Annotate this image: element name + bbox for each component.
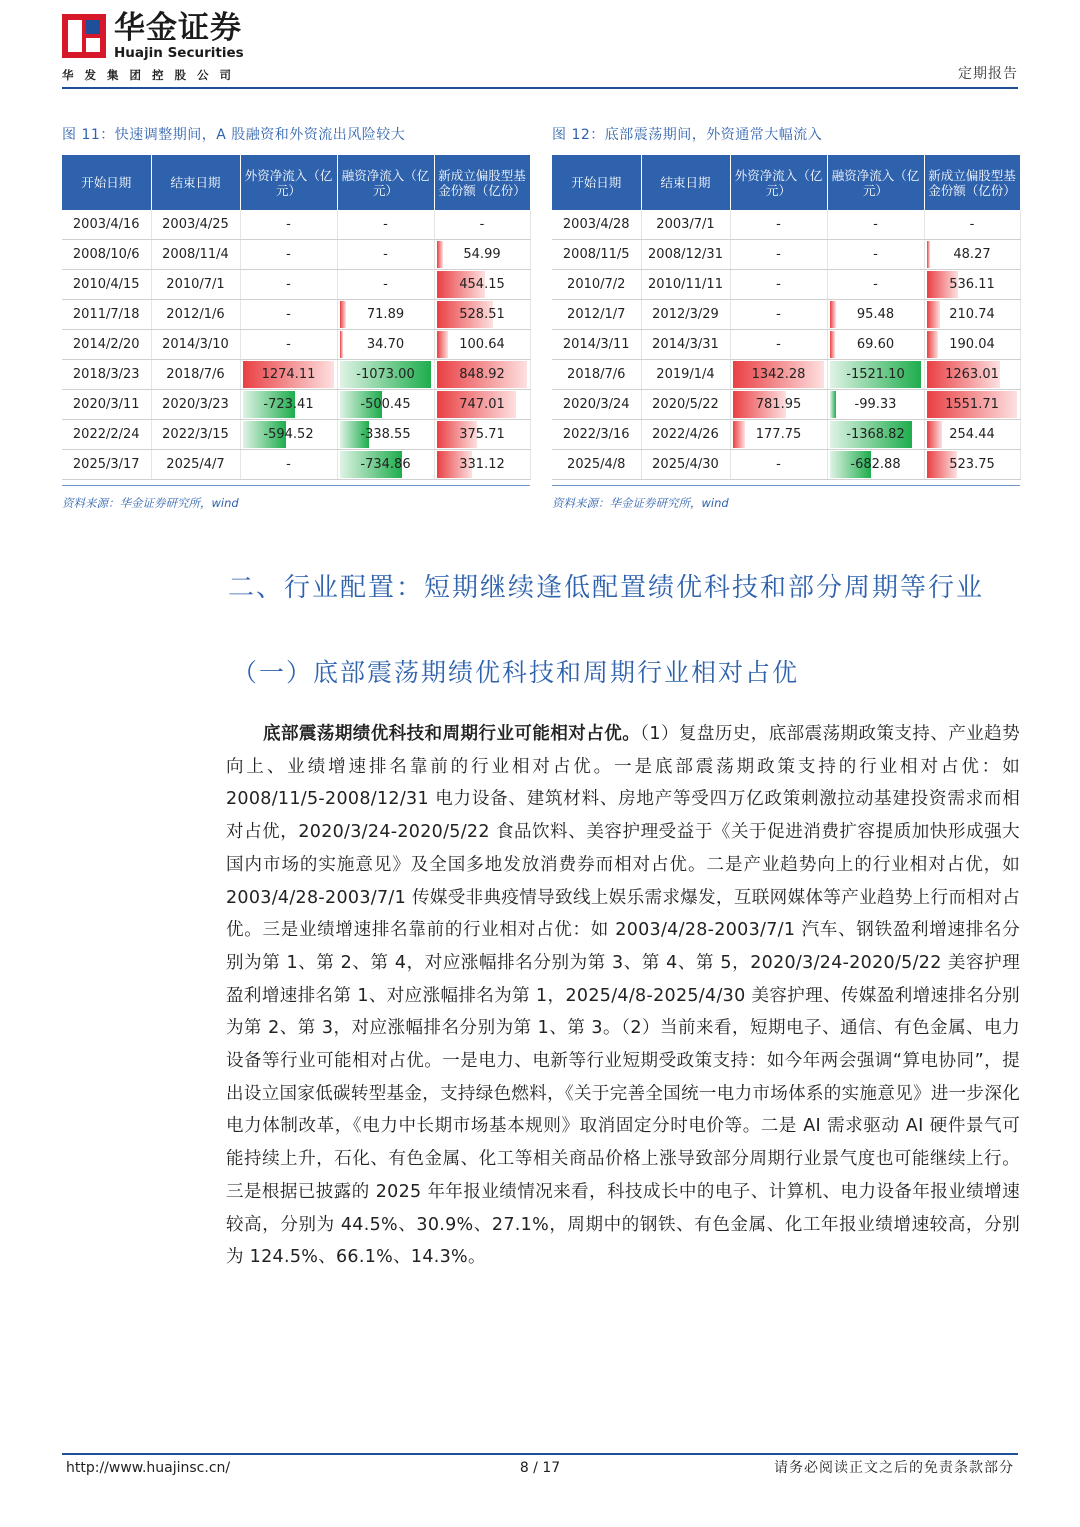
cell-start bbox=[552, 390, 641, 420]
table-row bbox=[62, 360, 530, 390]
cell-value: 1274.11 bbox=[261, 367, 316, 382]
cell-value: 848.92 bbox=[459, 367, 505, 382]
figure-11-title: 图 11：快速调整期间，A 股融资和外资流出风险较大 bbox=[62, 127, 406, 143]
cell-value: 2020/3/11 bbox=[72, 397, 140, 412]
table-row bbox=[552, 210, 1020, 240]
cell-fund bbox=[924, 420, 1020, 450]
cell-fund bbox=[924, 360, 1020, 390]
cell-value: - bbox=[286, 337, 291, 352]
cell-start bbox=[62, 240, 151, 270]
positive-data-bar bbox=[927, 331, 938, 358]
cell-end bbox=[151, 300, 240, 330]
cell-margin bbox=[827, 450, 924, 480]
cell-value: 2022/4/26 bbox=[652, 427, 719, 442]
positive-data-bar bbox=[927, 421, 942, 448]
cell-value: - bbox=[383, 247, 388, 262]
cell-start bbox=[62, 300, 151, 330]
header-start-date: 开始日期 bbox=[62, 155, 151, 210]
cell-value: 2025/3/17 bbox=[72, 457, 140, 472]
cell-value: - bbox=[286, 247, 291, 262]
cell-value: 2012/1/7 bbox=[567, 307, 626, 322]
cell-foreign bbox=[730, 300, 827, 330]
cell-margin bbox=[827, 270, 924, 300]
cell-end bbox=[151, 390, 240, 420]
cell-foreign bbox=[240, 300, 337, 330]
table-row bbox=[62, 210, 530, 240]
table-row bbox=[552, 300, 1020, 330]
cell-value: - bbox=[286, 457, 291, 472]
cell-value: -594.52 bbox=[263, 427, 314, 442]
cell-end bbox=[151, 240, 240, 270]
cell-value: - bbox=[383, 217, 388, 232]
figure-12-source: 资料来源：华金证券研究所，wind bbox=[552, 496, 729, 510]
disclaimer-note: 请务必阅读正文之后的免责条款部分 bbox=[774, 1460, 1014, 1476]
cell-foreign bbox=[240, 240, 337, 270]
cell-value: 2010/7/1 bbox=[166, 277, 225, 292]
positive-data-bar bbox=[340, 301, 346, 328]
cell-foreign bbox=[240, 420, 337, 450]
cell-value: 100.64 bbox=[459, 337, 505, 352]
cell-value: 2022/3/16 bbox=[562, 427, 630, 442]
cell-start bbox=[552, 450, 641, 480]
cell-value: 69.60 bbox=[856, 337, 895, 352]
cell-margin bbox=[827, 240, 924, 270]
positive-data-bar bbox=[927, 301, 939, 328]
cell-value: 2012/1/6 bbox=[166, 307, 225, 322]
section-heading: 二、行业配置：短期继续逢低配置绩优科技和部分周期等行业 bbox=[228, 573, 985, 603]
cell-fund bbox=[924, 270, 1020, 300]
cell-value: 48.27 bbox=[953, 247, 991, 262]
cell-value: 536.11 bbox=[949, 277, 995, 292]
cell-start bbox=[62, 210, 151, 240]
cell-value: 2022/2/24 bbox=[72, 427, 140, 442]
cell-value: 528.51 bbox=[459, 307, 505, 322]
header-end-date: 结束日期 bbox=[151, 155, 240, 210]
cell-value: 2018/7/6 bbox=[567, 367, 626, 382]
cell-start bbox=[62, 390, 151, 420]
cell-margin bbox=[827, 360, 924, 390]
cell-value: 177.75 bbox=[755, 427, 802, 442]
header-margin-inflow: 融资净流入（亿元） bbox=[827, 155, 924, 210]
cell-start bbox=[62, 450, 151, 480]
header-margin-inflow: 融资净流入（亿元） bbox=[337, 155, 434, 210]
cell-foreign bbox=[730, 360, 827, 390]
cell-start bbox=[62, 360, 151, 390]
cell-value: - bbox=[873, 277, 878, 292]
footer-rule bbox=[62, 1453, 1018, 1455]
figure-11-source: 资料来源：华金证券研究所，wind bbox=[62, 496, 239, 510]
cell-value: 2014/3/10 bbox=[162, 337, 229, 352]
cell-end bbox=[151, 270, 240, 300]
cell-foreign bbox=[240, 330, 337, 360]
cell-fund bbox=[924, 330, 1020, 360]
cell-margin bbox=[827, 330, 924, 360]
cell-margin bbox=[827, 300, 924, 330]
cell-fund bbox=[434, 420, 530, 450]
cell-fund bbox=[434, 330, 530, 360]
cell-value: 2010/4/15 bbox=[72, 277, 140, 292]
cell-value: -1368.82 bbox=[846, 427, 905, 442]
page-number: 8 / 17 bbox=[519, 1460, 561, 1476]
cell-end bbox=[641, 240, 730, 270]
cell-margin bbox=[337, 270, 434, 300]
figure-12-body bbox=[552, 210, 1020, 480]
cell-value: 1342.28 bbox=[751, 367, 806, 382]
positive-data-bar bbox=[340, 331, 343, 358]
figure-11-body bbox=[62, 210, 530, 480]
table-row bbox=[552, 390, 1020, 420]
positive-data-bar bbox=[927, 241, 930, 268]
cell-fund bbox=[434, 390, 530, 420]
cell-value: 747.01 bbox=[459, 397, 505, 412]
table-row bbox=[552, 420, 1020, 450]
cell-fund bbox=[434, 300, 530, 330]
cell-fund bbox=[434, 240, 530, 270]
cell-foreign bbox=[240, 450, 337, 480]
cell-margin bbox=[337, 240, 434, 270]
cell-start bbox=[62, 330, 151, 360]
cell-value: - bbox=[479, 217, 485, 232]
figure-12-table bbox=[552, 155, 1021, 480]
table-row bbox=[552, 450, 1020, 480]
cell-value: 2010/11/11 bbox=[648, 277, 723, 292]
cell-end bbox=[641, 450, 730, 480]
cell-value: 375.71 bbox=[459, 427, 505, 442]
cell-value: 2022/3/15 bbox=[162, 427, 229, 442]
cell-fund bbox=[924, 450, 1020, 480]
cell-fund bbox=[924, 240, 1020, 270]
cell-foreign bbox=[730, 450, 827, 480]
cell-value: 2008/11/4 bbox=[162, 247, 229, 262]
cell-value: 2025/4/8 bbox=[567, 457, 626, 472]
table-header-row bbox=[552, 155, 1020, 210]
table-row bbox=[552, 240, 1020, 270]
cell-value: 2010/7/2 bbox=[567, 277, 626, 292]
cell-end bbox=[641, 390, 730, 420]
cell-end bbox=[641, 360, 730, 390]
cell-value: 2014/2/20 bbox=[72, 337, 140, 352]
cell-value: 2011/7/18 bbox=[72, 307, 140, 322]
cell-value: 2012/3/29 bbox=[652, 307, 719, 322]
table-row bbox=[62, 240, 530, 270]
cell-value: 190.04 bbox=[949, 337, 995, 352]
cell-foreign bbox=[240, 210, 337, 240]
header-new-fund-shares: 新成立偏股型基金份额（亿份） bbox=[924, 155, 1020, 210]
cell-value: 2003/4/16 bbox=[72, 217, 140, 232]
cell-value: 1551.71 bbox=[945, 397, 999, 412]
cell-foreign bbox=[730, 420, 827, 450]
cell-fund bbox=[434, 270, 530, 300]
cell-value: -500.45 bbox=[360, 397, 411, 412]
cell-foreign bbox=[240, 390, 337, 420]
cell-foreign bbox=[730, 270, 827, 300]
cell-value: - bbox=[776, 457, 781, 472]
table-row bbox=[62, 300, 530, 330]
cell-margin bbox=[337, 330, 434, 360]
cell-start bbox=[552, 330, 641, 360]
cell-end bbox=[151, 210, 240, 240]
brand-name-cn: 华金证券 bbox=[114, 10, 242, 46]
cell-value: - bbox=[969, 217, 975, 232]
cell-value: 2008/10/6 bbox=[72, 247, 140, 262]
body-paragraph bbox=[226, 718, 1020, 1274]
table-row bbox=[552, 330, 1020, 360]
cell-value: 2008/12/31 bbox=[648, 247, 723, 262]
header-rule bbox=[62, 87, 1018, 89]
cell-start bbox=[552, 210, 641, 240]
cell-end bbox=[641, 210, 730, 240]
cell-value: - bbox=[776, 247, 781, 262]
cell-value: 2019/1/4 bbox=[656, 367, 715, 382]
cell-start bbox=[552, 420, 641, 450]
cell-value: 2025/4/7 bbox=[166, 457, 225, 472]
cell-value: 71.89 bbox=[366, 307, 405, 322]
cell-fund bbox=[924, 390, 1020, 420]
positive-data-bar bbox=[437, 331, 448, 358]
cell-end bbox=[151, 360, 240, 390]
cell-value: - bbox=[286, 217, 291, 232]
cell-value: -1521.10 bbox=[846, 367, 905, 382]
cell-fund bbox=[434, 210, 530, 240]
cell-value: 781.95 bbox=[755, 397, 802, 412]
table-row bbox=[552, 360, 1020, 390]
cell-value: 2020/5/22 bbox=[652, 397, 719, 412]
positive-data-bar bbox=[733, 421, 745, 448]
cell-value: 331.12 bbox=[459, 457, 505, 472]
cell-value: - bbox=[873, 217, 878, 232]
cell-value: -682.88 bbox=[850, 457, 901, 472]
cell-value: - bbox=[776, 307, 781, 322]
cell-start bbox=[62, 420, 151, 450]
header-foreign-inflow: 外资净流入（亿元） bbox=[730, 155, 827, 210]
cell-margin bbox=[337, 360, 434, 390]
figure-11-table bbox=[62, 155, 531, 480]
cell-margin bbox=[337, 210, 434, 240]
cell-end bbox=[641, 270, 730, 300]
cell-value: 2018/3/23 bbox=[72, 367, 140, 382]
cell-start bbox=[552, 360, 641, 390]
positive-data-bar bbox=[437, 241, 443, 268]
cell-end bbox=[151, 330, 240, 360]
cell-value: 2018/7/6 bbox=[166, 367, 225, 382]
cell-foreign bbox=[240, 270, 337, 300]
cell-value: 95.48 bbox=[856, 307, 895, 322]
cell-value: - bbox=[286, 277, 291, 292]
huajin-logo-icon bbox=[62, 14, 106, 58]
subsection-heading: （一）底部震荡期绩优科技和周期行业相对占优 bbox=[232, 658, 800, 687]
cell-end bbox=[151, 450, 240, 480]
cell-start bbox=[552, 270, 641, 300]
cell-fund bbox=[434, 360, 530, 390]
cell-value: -338.55 bbox=[360, 427, 411, 442]
report-type: 定期报告 bbox=[958, 66, 1018, 82]
cell-end bbox=[151, 420, 240, 450]
table-row bbox=[62, 450, 530, 480]
cell-value: 2025/4/30 bbox=[652, 457, 719, 472]
cell-fund bbox=[924, 210, 1020, 240]
cell-margin bbox=[337, 300, 434, 330]
table-row bbox=[62, 270, 530, 300]
cell-value: 2008/11/5 bbox=[562, 247, 630, 262]
cell-margin bbox=[337, 390, 434, 420]
header-start-date: 开始日期 bbox=[552, 155, 641, 210]
cell-start bbox=[552, 300, 641, 330]
cell-margin bbox=[337, 450, 434, 480]
table-row bbox=[62, 330, 530, 360]
table-header-row bbox=[62, 155, 530, 210]
cell-value: - bbox=[776, 277, 781, 292]
cell-value: 523.75 bbox=[949, 457, 995, 472]
cell-value: -99.33 bbox=[854, 397, 897, 412]
cell-foreign bbox=[730, 240, 827, 270]
cell-end bbox=[641, 330, 730, 360]
paragraph-body: （1）复盘历史，底部震荡期政策支持、产业趋势向上、业绩增速排名靠前的行业相对占优。一是底部震荡期政策支持的行业相对占优：如 2008/11/5-2008/12/31 电力设备、建筑材料、房地产等受四万亿政策刺激拉动基建投资需求而相对占优，2020/3/24-2020/5/22 食品饮料、美容护理受益于《关于促进消费扩容提质加快形成强大国内市场的实施意见》及全国多地发放消费券而相对占优。二是产业趋势向上的行业相对占优，如 2003/4/28-2003/7/1 传媒受非典疫情导致线上娱乐需求爆发，互联网媒体等产业趋势上行而相对占优。三是业绩增速排名靠前的行业相对占优：如 2003/4/28-2003/7/1 汽车、钢铁盈利增速排名分别为第 1、第 2、第 4，对应涨幅排名分别为第 3、第 4、第 5，2020/3/24-2020/5/22 美容护理盈利增速排名第 1、对应涨幅排名为第 1，2025/4/8-2025/4/30 美容护理、传媒盈利增速排名分别为第 2、第 3，对应涨幅排名分别为第 1、第 3。（2）当前来看，短期电子、通信、有色金属、电力设备等行业可能相对占优。一是电力、电新等行业短期受政策支持：如今年两会强调“算电协同”，提出设立国家低碳转型基金，支持绿色燃料，《关于完善全国统一电力市场体系的实施意见》进一步深化电力体制改革，《电力中长期市场基本规则》取消固定分时电价等。二是 AI 需求驱动 AI 硬件景气可能持续上升，石化、有色金属、化工等相关商品价格上涨导致部分周期行业景气度也可能继续上行。三是根据已披露的 2025 年年报业绩情况来看，科技成长中的电子、计算机、电力设备年报业绩增速较高，分别为 44.5%、30.9%、27.1%，周期中的钢铁、有色金属、化工年报业绩增速较高，分别为 124.5%、66.1%、14.3%。 bbox=[226, 724, 1020, 1268]
cell-value: 34.70 bbox=[366, 337, 405, 352]
brand-name-en: Huajin Securities bbox=[114, 45, 244, 61]
cell-value: 2020/3/24 bbox=[562, 397, 630, 412]
cell-end bbox=[641, 300, 730, 330]
cell-value: - bbox=[776, 217, 781, 232]
cell-foreign bbox=[730, 390, 827, 420]
positive-data-bar bbox=[830, 331, 834, 358]
cell-value: -734.86 bbox=[360, 457, 411, 472]
negative-data-bar bbox=[830, 391, 836, 418]
cell-margin bbox=[827, 420, 924, 450]
cell-value: 2003/7/1 bbox=[656, 217, 715, 232]
cell-value: 2020/3/23 bbox=[162, 397, 229, 412]
cell-fund bbox=[434, 450, 530, 480]
cell-value: 254.44 bbox=[949, 427, 995, 442]
cell-foreign bbox=[730, 210, 827, 240]
figure-12-bottom-rule bbox=[552, 485, 1020, 486]
cell-value: 2014/3/11 bbox=[562, 337, 630, 352]
cell-start bbox=[62, 270, 151, 300]
cell-margin bbox=[337, 420, 434, 450]
figure-11-bottom-rule bbox=[62, 485, 530, 486]
table-row bbox=[552, 270, 1020, 300]
cell-margin bbox=[827, 210, 924, 240]
header-end-date: 结束日期 bbox=[641, 155, 730, 210]
cell-value: 2003/4/28 bbox=[562, 217, 630, 232]
paragraph-lead: 底部震荡期绩优科技和周期行业可能相对占优。 bbox=[263, 724, 641, 744]
cell-value: 54.99 bbox=[463, 247, 501, 262]
cell-foreign bbox=[240, 360, 337, 390]
cell-value: -1073.00 bbox=[356, 367, 415, 382]
cell-value: 210.74 bbox=[949, 307, 995, 322]
cell-fund bbox=[924, 300, 1020, 330]
header-new-fund-shares: 新成立偏股型基金份额（亿份） bbox=[434, 155, 530, 210]
cell-value: -723.41 bbox=[263, 397, 314, 412]
table-row bbox=[62, 390, 530, 420]
positive-data-bar bbox=[830, 301, 836, 328]
cell-value: 2014/3/31 bbox=[652, 337, 719, 352]
table-row bbox=[62, 420, 530, 450]
group-affiliation: 华发集团控股公司 bbox=[62, 68, 242, 82]
figure-12-title: 图 12：底部震荡期间，外资通常大幅流入 bbox=[552, 127, 823, 143]
cell-start bbox=[552, 240, 641, 270]
cell-end bbox=[641, 420, 730, 450]
header-foreign-inflow: 外资净流入（亿元） bbox=[240, 155, 337, 210]
cell-value: - bbox=[873, 247, 878, 262]
cell-value: 1263.01 bbox=[945, 367, 999, 382]
cell-value: - bbox=[286, 307, 291, 322]
cell-value: 2003/4/25 bbox=[162, 217, 229, 232]
cell-margin bbox=[827, 390, 924, 420]
cell-foreign bbox=[730, 330, 827, 360]
cell-value: - bbox=[776, 337, 781, 352]
cell-value: - bbox=[383, 277, 388, 292]
website-link[interactable]: http://www.huajinsc.cn/ bbox=[66, 1460, 231, 1476]
cell-value: 454.15 bbox=[459, 277, 505, 292]
